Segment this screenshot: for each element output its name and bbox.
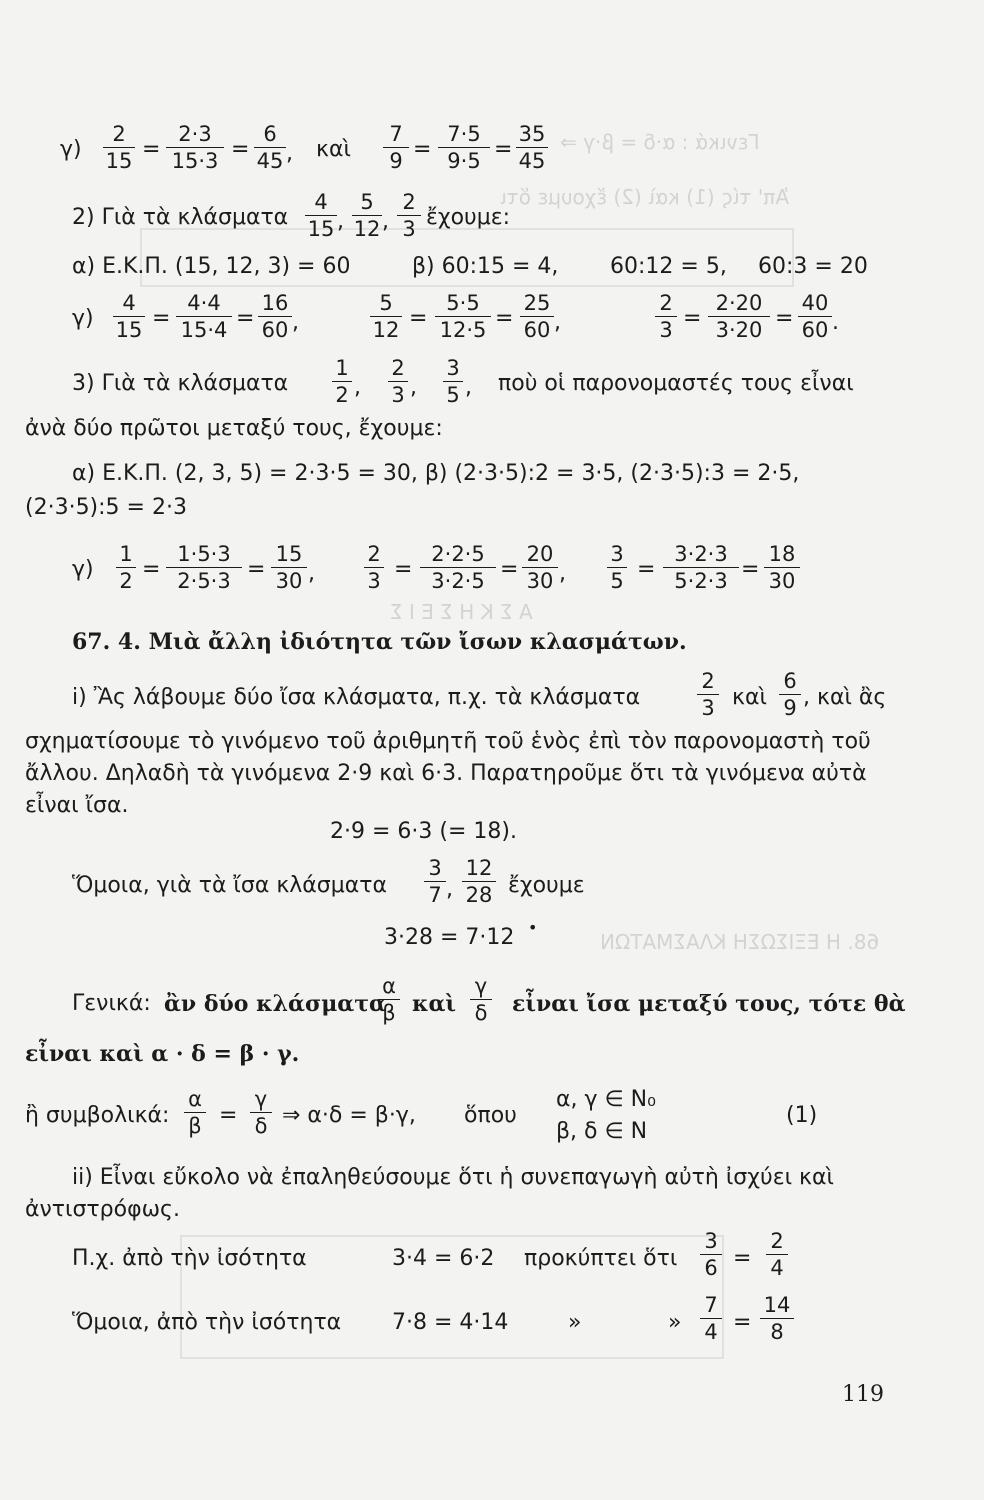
fraction: 2 4 (766, 1229, 788, 1280)
fraction: 5 12 (370, 291, 402, 342)
fraction: 2·2·5 3·2·5 (420, 542, 496, 593)
equals-sign: = (637, 557, 656, 582)
equals-sign: = (409, 306, 428, 331)
p2-ex2-eq: 7·8 = 4·14 (392, 1310, 509, 1335)
comma: , (308, 561, 315, 586)
s2-intro: 2) Γιὰ τὰ κλάσματα (72, 205, 289, 230)
p1-similar-tail: ἔχουμε (508, 873, 585, 898)
fraction: 3 5 (443, 356, 463, 407)
p1-eq2: 3·28 = 7·12 (384, 925, 515, 950)
equals-sign: = (495, 306, 514, 331)
p2-ex2-ditto-1: » (568, 1310, 582, 1335)
symbolic-opou: ὅπου (464, 1103, 517, 1128)
equals-sign: = (494, 137, 513, 162)
general-b2: εἶναι ἴσα μεταξύ τους, τότε θὰ (512, 991, 906, 1017)
period: . (832, 310, 839, 335)
s3-line2: ἀνὰ δύο πρῶτοι μεταξύ τους, ἔχουμε: (25, 416, 443, 441)
p2-ex1-text: Π.χ. ἀπὸ τὴν ἰσότητα (72, 1246, 307, 1271)
p2-ex2-text: Ὅμοια, ἀπὸ τὴν ἰσότητα (72, 1310, 342, 1335)
symbolic-cond2: β, δ ∈ N (556, 1119, 648, 1144)
comma: , (446, 877, 453, 902)
p2-ex1-eq: 3·4 = 6·2 (392, 1246, 495, 1271)
equals-sign: = (152, 306, 171, 331)
comma: , (354, 375, 361, 400)
equals-sign: = (142, 137, 161, 162)
fraction: γ δ (470, 974, 492, 1025)
s2-line-a: α) Ε.Κ.Π. (15, 12, 3) = 60 (72, 254, 351, 279)
fraction: 2 15 (103, 122, 135, 173)
general-lead: Γενικά: (72, 991, 151, 1016)
s3-intro: 3) Γιὰ τὰ κλάσματα (72, 371, 289, 396)
fraction: 2 3 (388, 356, 408, 407)
p2-ex1-mid: προκύπτει ὅτι (524, 1246, 678, 1271)
p2-ex2-ditto-2: » (668, 1310, 682, 1335)
equals-sign: = (741, 557, 760, 582)
equals-sign: = (219, 1103, 238, 1128)
general-b1: ἂν δύο κλάσματα (164, 991, 386, 1017)
fraction: 6 45 (254, 122, 286, 173)
p2-line2: ἀντιστρόφως. (25, 1197, 180, 1222)
fraction: 5 12 (353, 190, 381, 241)
p1-eq: 2·9 = 6·3 (= 18). (330, 819, 517, 844)
s3-line-a: α) Ε.Κ.Π. (2, 3, 5) = 2·3·5 = 30, β) (2·3·5):2 = 3·5, (2·3·5):3 = 2·5, (72, 461, 800, 486)
fraction: 16 60 (258, 291, 292, 342)
page-number: 119 (842, 1382, 884, 1407)
fraction: 6 9 (779, 669, 801, 720)
fraction: 1 2 (116, 542, 136, 593)
section-heading (72, 628, 687, 656)
equals-sign: = (413, 137, 432, 162)
section-number: 67. 4. (72, 629, 141, 655)
fraction: 2·20 3·20 (708, 291, 770, 342)
s2-line-b3: 60:3 = 20 (758, 254, 868, 279)
fraction: 2 3 (697, 669, 719, 720)
s2-line-b: β) 60:15 = 4, (412, 254, 559, 279)
general-b3: εἶναι καὶ α · δ = β · γ. (25, 1041, 300, 1067)
fraction: 2 3 (364, 542, 384, 593)
p1-similar: Ὅμοια, γιὰ τὰ ἴσα κλάσματα (72, 873, 387, 898)
s1-label: γ) (60, 137, 82, 162)
equals-sign: = (247, 557, 266, 582)
s3-line-a2: (2·3·5):5 = 2·3 (25, 495, 187, 520)
bleed-through-text-1: Γενικά : α·δ = β·γ ⇒ (560, 130, 760, 154)
fraction: 1·5·3 2·5·3 (166, 542, 242, 593)
symbolic-lead: ἢ συμβολικά: (25, 1103, 170, 1128)
bleed-through-text-3: Α Σ Κ Η Σ Ε Ι Σ (390, 600, 533, 624)
equals-sign: = (683, 306, 702, 331)
bleed-through-text-2: Ἀπ' τίς (1) καὶ (2) ἔχουμε ὅτι (500, 185, 790, 209)
fraction: 35 45 (516, 122, 548, 173)
comma: , (337, 209, 344, 234)
fraction: 2 3 (397, 190, 421, 241)
fraction: 3 5 (607, 542, 627, 593)
smudge-mark: • (528, 918, 538, 937)
s3-g-label: γ) (72, 557, 94, 582)
general-kai: καὶ (412, 991, 457, 1017)
fraction: α β (184, 1087, 206, 1138)
fraction: 4·4 15·4 (176, 291, 232, 342)
s2-tail: ἔχουμε: (426, 205, 511, 230)
fraction: 3 7 (424, 856, 446, 907)
p2-line1: ii) Εἶναι εὔκολο νὰ ἐπαληθεύσουμε ὅτι ἡ συνεπαγωγὴ αὐτὴ ἰσχύει καὶ (72, 1165, 834, 1190)
comma: , (410, 375, 417, 400)
fraction: α β (378, 974, 400, 1025)
equals-sign: = (394, 557, 413, 582)
fraction: 2·3 15·3 (166, 122, 224, 173)
fraction: 40 60 (798, 291, 832, 342)
s2-line-b2: 60:12 = 5, (610, 254, 727, 279)
symbolic-implication: ⇒ α·δ = β·γ, (282, 1103, 416, 1128)
bleed-through-text-4: 68. Η ΕΞΙΣΩΣΗ ΚΛΑΣΜΑΤΩΝ (600, 930, 880, 954)
p1-line1: i) Ἂς λάβουμε δύο ἴσα κλάσματα, π.χ. τὰ κλάσματα (72, 685, 641, 710)
comma: , (292, 310, 299, 335)
fraction: 1 2 (332, 356, 352, 407)
comma: , (559, 561, 566, 586)
fraction: 18 30 (764, 542, 800, 593)
equals-sign: = (236, 306, 255, 331)
fraction: 12 28 (462, 856, 496, 907)
symbolic-cond1: α, γ ∈ N₀ (556, 1087, 656, 1112)
equals-sign: = (775, 306, 794, 331)
p1-line1-tail: , καὶ ἂς (803, 685, 887, 710)
fraction: 4 15 (305, 190, 337, 241)
equals-sign: = (733, 1246, 752, 1271)
p1-line4: εἶναι ἴσα. (25, 793, 129, 818)
s1-kai: καὶ (316, 137, 351, 162)
p1-line2: σχηματίσουμε τὸ γινόμενο τοῦ ἀριθμητῆ τοῦ ἑνὸς ἐπὶ τὸν παρονομαστὴ τοῦ (25, 729, 871, 754)
fraction: 7 4 (700, 1293, 722, 1344)
equals-sign: = (231, 137, 250, 162)
fraction: 3·2·3 5·2·3 (663, 542, 739, 593)
fraction: 7 9 (383, 122, 409, 173)
fraction: 4 15 (113, 291, 145, 342)
equals-sign: = (733, 1310, 752, 1335)
p1-line3: ἄλλου. Δηλαδὴ τὰ γινόμενα 2·9 καὶ 6·3. Παρατηροῦμε ὅτι τὰ γινόμενα αὐτὰ (25, 761, 867, 786)
comma: , (554, 310, 561, 335)
fraction: 5·5 12·5 (435, 291, 491, 342)
comma: , (382, 209, 389, 234)
fraction: 2 3 (655, 291, 677, 342)
comma: , (286, 141, 293, 166)
fraction: 15 30 (271, 542, 307, 593)
fraction: 25 60 (520, 291, 554, 342)
fraction: 20 30 (522, 542, 558, 593)
section-title: Μιὰ ἄλλη ἰδιότητα τῶν ἴσων κλασμάτων. (148, 629, 687, 655)
p1-kai: καὶ (732, 685, 767, 710)
comma: , (465, 375, 472, 400)
fraction: 14 8 (760, 1293, 794, 1344)
s2-g-label: γ) (72, 306, 94, 331)
symbolic-equation-number: (1) (786, 1103, 818, 1128)
equals-sign: = (142, 557, 161, 582)
fraction: 3 6 (700, 1229, 722, 1280)
equals-sign: = (500, 557, 519, 582)
fraction: 7·5 9·5 (438, 122, 490, 173)
fraction: γ δ (250, 1087, 272, 1138)
s3-tail: ποὺ οἱ παρονομαστές τους εἶναι (498, 371, 854, 396)
